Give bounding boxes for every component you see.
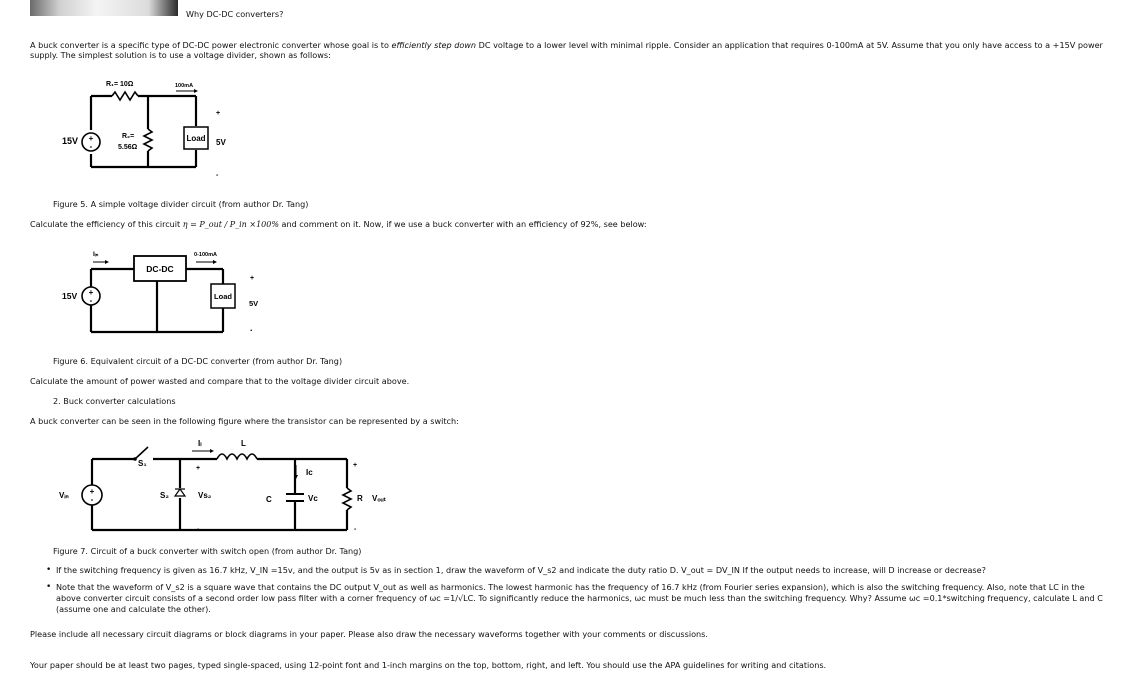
intro-text-1: A buck converter is a specific type of DC-DC power electronic converter whose goal is to xyxy=(30,40,392,50)
diode-s2-icon xyxy=(175,489,185,496)
vout-minus: - xyxy=(354,526,357,533)
power-wasted-paragraph: Calculate the amount of power wasted and compare that to the voltage divider circuit above. xyxy=(30,376,410,386)
closing-paragraph-2: Your paper should be at least two pages, typed single-spaced, using 12-point font and 1-inch margins on the top, bottom, right, and left. You should use the APA guidelines for writing and citations. xyxy=(30,660,827,670)
vout-label: 5V xyxy=(216,138,226,147)
current-arrow-icon xyxy=(194,89,198,93)
svg-text:-: - xyxy=(89,142,93,151)
closing-paragraph-1: Please include all necessary circuit diagrams or block diagrams in your paper. Please also draw the necessary waveforms together with your comments or discussions. xyxy=(30,629,708,639)
iin-label: Iᵢₙ xyxy=(93,251,99,258)
bullet-marker: • xyxy=(46,565,52,575)
minus-label: . xyxy=(250,323,253,333)
efficiency-paragraph xyxy=(30,219,647,230)
inductor-icon xyxy=(217,454,257,459)
il-label: Iₗ xyxy=(198,439,202,448)
svg-text:+: + xyxy=(88,134,94,143)
figure-6-caption: Figure 6. Equivalent circuit of a DC-DC converter (from author Dr. Tang) xyxy=(53,356,343,366)
efficiency-text-pre: Calculate the efficiency of this circuit xyxy=(30,219,183,229)
source-label: 15V xyxy=(62,291,78,301)
dc-dc-label: DC-DC xyxy=(146,264,174,274)
iin-arrow-icon xyxy=(105,260,109,264)
s2-label: S₂ xyxy=(160,491,169,500)
plus-label: + xyxy=(216,110,221,117)
svg-text:-: - xyxy=(90,495,94,504)
efficiency-formula: η = P_out / P_in ×100% xyxy=(182,220,279,229)
vs2-plus: + xyxy=(196,465,201,472)
bullet-marker: • xyxy=(46,582,52,592)
resistor-r1-icon xyxy=(112,92,138,100)
figure-6-dc-dc xyxy=(55,244,275,344)
ic-label: Ic xyxy=(306,468,313,477)
buck-intro-paragraph: A buck converter can be seen in the following figure where the transistor can be represented by a switch: xyxy=(30,416,459,426)
vout-label: 5V xyxy=(249,299,259,308)
r2-label-1: R₂= xyxy=(122,133,135,140)
svg-text:+: + xyxy=(89,487,95,496)
current-arrow-icon xyxy=(213,260,217,264)
figure-5-voltage-divider xyxy=(50,74,250,194)
intro-emphasis: efficiently step down xyxy=(391,40,477,50)
svg-text:-: - xyxy=(89,296,93,305)
minus-label: - xyxy=(216,172,219,179)
load-label: Load xyxy=(186,134,206,143)
section-2-heading: 2. Buck converter calculations xyxy=(53,396,176,406)
figure-7-buck-converter xyxy=(55,432,415,542)
bullet-item-1: If the switching frequency is given as 16.7 kHz, V_IN =15v, and the output is 5v as in section 1, draw the waveform of V_s2 and indicate the duty ratio D. V_out = DV_IN If the output needs to increase, will D increase or decrease? xyxy=(56,565,986,575)
vout-plus: + xyxy=(353,462,358,469)
resistor-r-icon xyxy=(343,488,351,510)
intro-paragraph xyxy=(30,40,1115,60)
page-title: Why DC-DC converters? xyxy=(186,9,284,19)
vs2-label: Vs₂ xyxy=(198,491,212,500)
r1-label: R₁= 10Ω xyxy=(106,81,134,88)
bullet-item-2: Note that the waveform of V_s2 is a square wave that contains the DC output V_out as well as harmonics. The lowest harmonic has the frequency of 16.7 kHz (from Fourier series expansion), which is also the switching frequency. Also, note that LC in the above converter circuit consists of a second order low pass filter with a corner frequency of ωc =1/√LC. To significantly reduce the harmonics, ωc must be much less than the switching frequency. Why? Assume ωc =0.1*switching frequency, calculate L and C (assume one and calculate the other). xyxy=(56,582,1103,614)
vc-label: Vc xyxy=(308,494,318,503)
efficiency-text-post: and comment on it. Now, if we use a buck converter with an efficiency of 92%, see below: xyxy=(278,219,647,229)
svg-text:+: + xyxy=(88,288,94,297)
current-label: 0-100mA xyxy=(194,252,217,258)
current-label: 100mA xyxy=(175,83,194,89)
vout-label: Vₒᵤₜ xyxy=(372,494,386,503)
r2-label-2: 5.56Ω xyxy=(118,144,138,151)
header-image-fragment xyxy=(30,0,178,16)
load-label: Load xyxy=(214,292,232,301)
vin-label: Vᵢₙ xyxy=(59,491,69,500)
plus-label: + xyxy=(250,275,255,282)
figure-5-caption: Figure 5. A simple voltage divider circuit (from author Dr. Tang) xyxy=(53,199,309,209)
source-label: 15V xyxy=(62,136,79,146)
intro-text-2: DC voltage to a lower level with minimal ripple. Consider an application that requires 0-100mA at 5V. Assume that you only have access to a +15V power supply. The simplest solution is to use a voltage divider, shown as follows: xyxy=(30,40,1103,60)
resistor-r2-icon xyxy=(144,129,152,151)
c-label: C xyxy=(266,495,272,504)
vs2-minus: - xyxy=(197,526,200,533)
s1-label: S₁ xyxy=(138,459,147,468)
l-label: L xyxy=(241,439,246,448)
il-arrow-icon xyxy=(210,449,214,453)
figure-7-caption: Figure 7. Circuit of a buck converter with switch open (from author Dr. Tang) xyxy=(53,546,362,556)
r-label: R xyxy=(357,494,363,503)
